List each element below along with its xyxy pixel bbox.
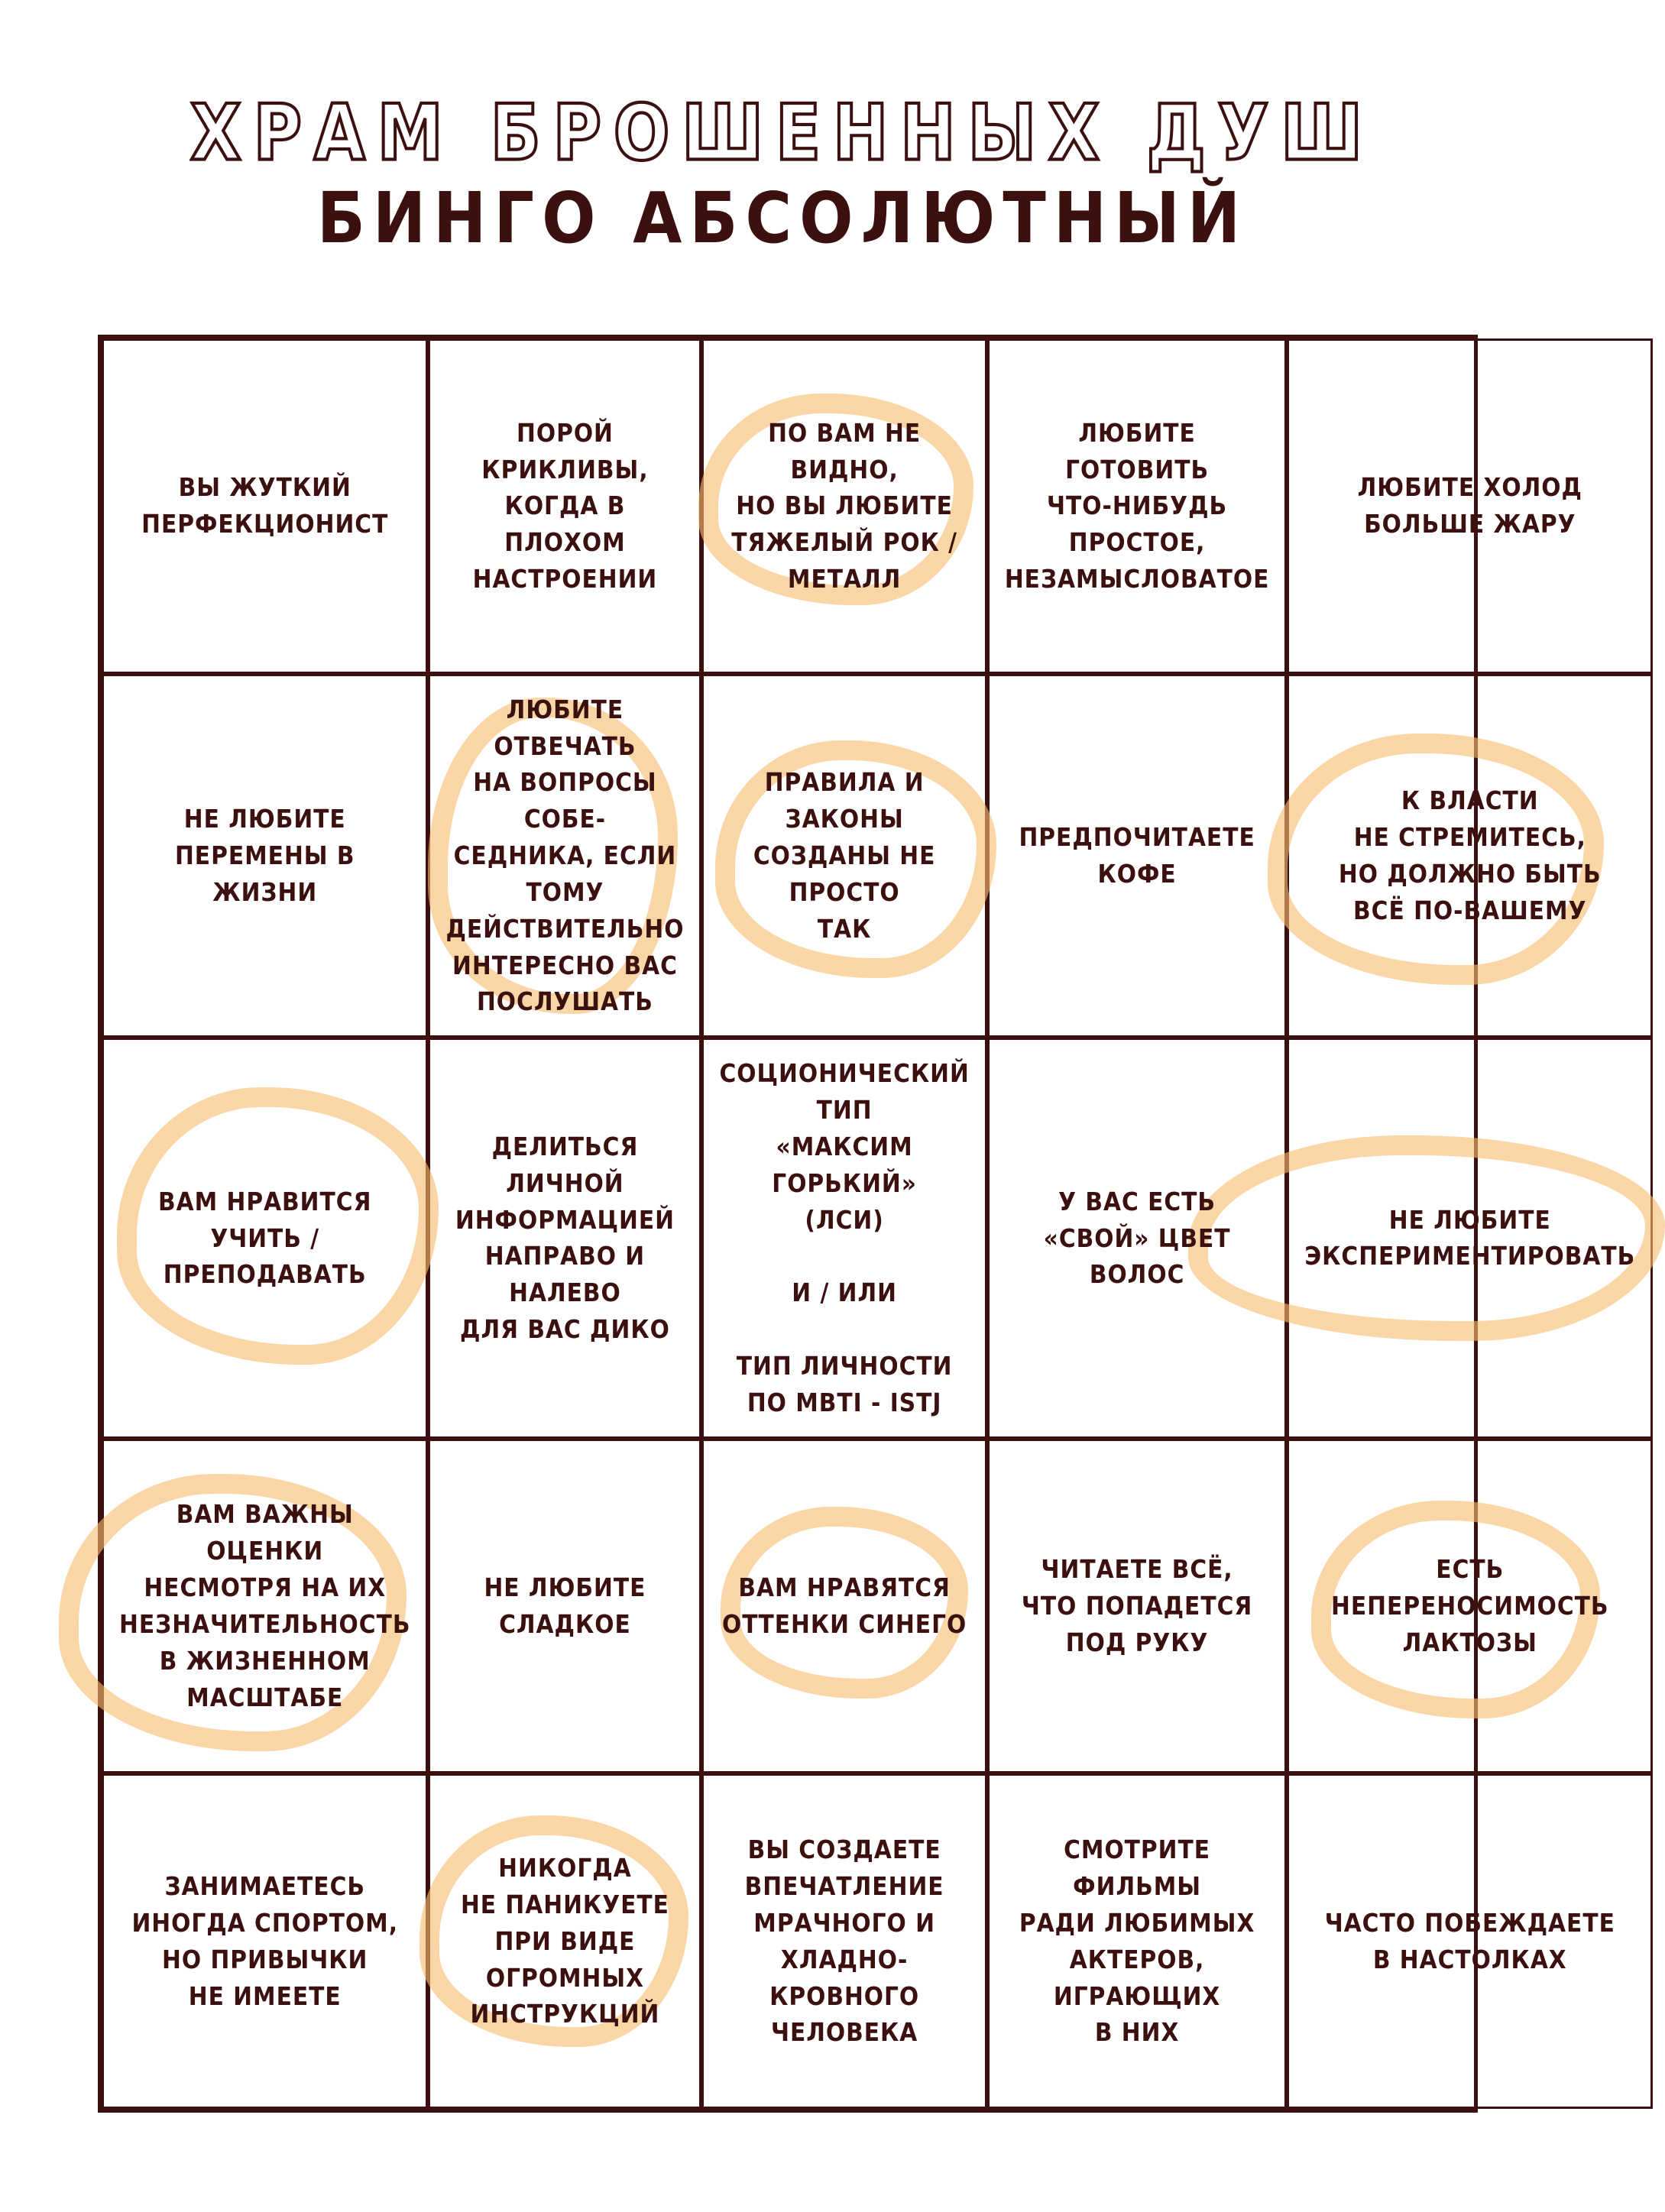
cell-text: У ВАС ЕСТЬ «СВОЙ» ЦВЕТ ВОЛОС [1043,1186,1231,1290]
bingo-cell[interactable] [102,1038,428,1438]
bingo-cell[interactable] [987,1439,1288,1774]
cell-text: ПРАВИЛА И ЗАКОНЫ СОЗДАНЫ НЕ ПРОСТО ТАК [753,767,936,944]
header-subtitle: БИНГО АБСОЛЮТНЫЙ [316,177,1249,259]
bingo-cell[interactable] [102,338,428,674]
bingo-cell[interactable] [987,1038,1288,1438]
cell-text: ВАМ ВАЖНЫ ОЦЕНКИ НЕСМОТРЯ НА ИХ НЕЗНАЧИТЕЛЬНОСТЬ В ЖИЗНЕННОМ МАСШТАБЕ [119,1499,411,1712]
cell-text: НЕ ЛЮБИТЕ ПЕРЕМЕНЫ В ЖИЗНИ [174,804,355,907]
cell-text: ВЫ СОЗДАЕТЕ ВПЕЧАТЛЕНИЕ МРАЧНОГО И ХЛАДНО- КРОВНОГО ЧЕЛОВЕКА [744,1835,944,2048]
bingo-cell[interactable] [428,674,701,1038]
cell-text: СОЦИОНИЧЕСКИЙ ТИП «МАКСИМ ГОРЬКИЙ» (ЛСИ) И / ИЛИ ТИП ЛИЧНОСТИ ПО MBTI - ISTJ [719,1058,970,1417]
cell-text: ЧИТАЕТЕ ВСЁ, ЧТО ПОПАДЕТСЯ ПОД РУКУ [1021,1554,1253,1657]
bingo-cell[interactable] [987,674,1288,1038]
cell-text: ВЫ ЖУТКИЙ ПЕРФЕКЦИОНИСТ [141,472,389,539]
cell-text: НЕ ЛЮБИТЕ СЛАДКОЕ [484,1572,646,1640]
bingo-cell[interactable] [1287,1773,1653,2109]
bingo-cell[interactable] [987,1773,1288,2109]
cell-text: ЧАСТО ПОБЕЖДАЕТЕ В НАСТОЛКАХ [1324,1907,1615,1974]
cell-text: НИКОГДА НЕ ПАНИКУЕТЕ ПРИ ВИДЕ ОГРОМНЫХ ИНСТРУКЦИЙ [460,1853,669,2029]
cell-text: НЕ ЛЮБИТЕ ЭКСПЕРИМЕНТИРОВАТЬ [1304,1204,1636,1271]
bingo-cell[interactable] [987,338,1288,674]
cell-text: ПО ВАМ НЕ ВИДНО, НО ВЫ ЛЮБИТЕ ТЯЖЕЛЫЙ РОК / МЕТАЛЛ [731,417,958,594]
bingo-cell[interactable] [428,1439,701,1774]
bingo-cell[interactable] [701,1439,986,1774]
cell-text: ЛЮБИТЕ ОТВЕЧАТЬ НА ВОПРОСЫ СОБЕ- СЕДНИКА, ЕСЛИ ТОМУ ДЕЙСТВИТЕЛЬНО ИНТЕРЕСНО ВАС ПОСЛУШАТЬ [445,694,685,1017]
cell-text: ЕСТЬ НЕПЕРЕНОСИМОСТЬ ЛАКТОЗЫ [1331,1554,1609,1657]
header-title: ХРАМ БРОШЕННЫХ ДУШ [190,88,1375,178]
bingo-cell[interactable] [701,1773,986,2109]
bingo-cell[interactable] [428,1773,701,2109]
bingo-cell[interactable] [1287,1038,1653,1438]
bingo-cell[interactable] [701,674,986,1038]
bingo-cell[interactable] [428,338,701,674]
bingo-cell[interactable] [102,1439,428,1774]
bingo-cell[interactable] [102,1773,428,2109]
cell-text: ЛЮБИТЕ ХОЛОД БОЛЬШЕ ЖАРУ [1357,472,1582,539]
cell-text: ПОРОЙ КРИКЛИВЫ, КОГДА В ПЛОХОМ НАСТРОЕНИИ [472,417,658,594]
cell-text: ВАМ НРАВИТСЯ УЧИТЬ / ПРЕПОДАВАТЬ [158,1186,372,1290]
cell-text: ЗАНИМАЕТЕСЬ ИНОГДА СПОРТОМ, НО ПРИВЫЧКИ НЕ ИМЕЕТЕ [131,1870,398,2011]
bingo-cell[interactable] [701,338,986,674]
cell-text: СМОТРИТЕ ФИЛЬМЫ РАДИ ЛЮБИМЫХ АКТЕРОВ, ИГРАЮЩИХ В НИХ [1019,1835,1255,2048]
bingo-cell[interactable] [1287,338,1653,674]
bingo-cell[interactable] [701,1038,986,1438]
bingo-board [98,335,1636,2113]
cell-text: ПРЕДПОЧИТАЕТЕ КОФЕ [1019,822,1255,889]
bingo-cell[interactable] [1287,1439,1653,1774]
bingo-cell[interactable] [102,674,428,1038]
cell-text: ВАМ НРАВЯТСЯ ОТТЕНКИ СИНЕГО [722,1572,967,1640]
bingo-cell[interactable] [1287,674,1653,1038]
cell-text: ДЕЛИТЬСЯ ЛИЧНОЙ ИНФОРМАЦИЕЙ НАПРАВО И НАЛЕВО ДЛЯ ВАС ДИКО [455,1131,675,1345]
bingo-cell[interactable] [428,1038,701,1438]
cell-text: ЛЮБИТЕ ГОТОВИТЬ ЧТО-НИБУДЬ ПРОСТОЕ, НЕЗАМЫСЛОВАТОЕ [1004,417,1270,594]
cell-text: К ВЛАСТИ НЕ СТРЕМИТЕСЬ, НО ДОЛЖНО БЫТЬ ВСЁ ПО-ВАШЕМУ [1338,785,1602,925]
